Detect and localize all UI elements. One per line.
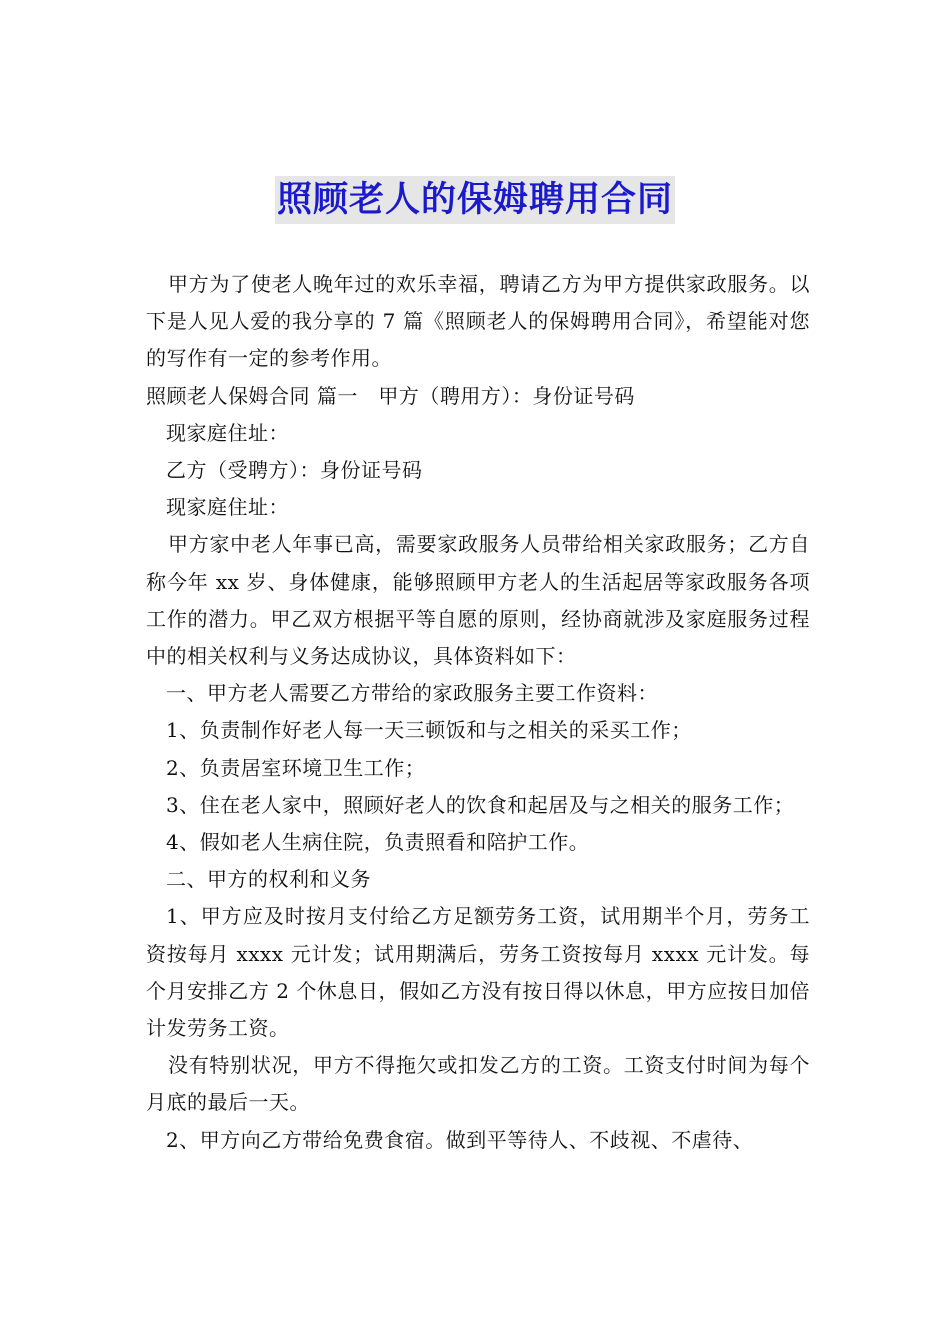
agreement-preamble: 甲方家中老人年事已高，需要家政服务人员带给相关家政服务；乙方自称今年 xx 岁、身体健康，能够照顾甲方老人的生活起居等家政服务各项工作的潜力。甲乙双方根据平等自愿的原则，经协商就涉及家庭服务过程中的相关权利与义务达成协议，具体资料如下：	[146, 532, 810, 669]
wage-payment-paragraph: 没有特别状况，甲方不得拖欠或扣发乙方的工资。工资支付时间为每个月底的最后一天。	[146, 1053, 810, 1115]
section-one-heading: 一、甲方老人需要乙方带给的家政服务主要工作资料：	[166, 681, 658, 706]
section-two-heading: 二、甲方的权利和义务	[166, 867, 371, 892]
document-title: 照顾老人的保姆聘用合同	[275, 176, 675, 224]
section-two-item-1: 1、甲方应及时按月支付给乙方足额劳务工资，试用期半个月，劳务工资按每月 xxxx 元计发；试用期满后，劳务工资按每月 xxxx 元计发。每个月安排乙方 2 个休息日，假如乙方没有按日得以休息，甲方应按日加倍计发劳务工资。	[146, 904, 810, 1041]
party-a-address: 现家庭住址：	[166, 420, 289, 445]
section-one-item-4: 4、假如老人生病住院，负责照看和陪护工作。	[166, 830, 590, 855]
party-b-address: 现家庭住址：	[166, 495, 289, 520]
section-two-item-2: 2、甲方向乙方带给免费食宿。做到平等待人、不歧视、不虐待、	[166, 1127, 754, 1152]
section-one-item-1: 1、负责制作好老人每一天三顿饭和与之相关的采买工作；	[166, 718, 692, 743]
party-b-line: 乙方（受聘方）：身份证号码	[166, 458, 423, 483]
intro-paragraph: 甲方为了使老人晚年过的欢乐幸福，聘请乙方为甲方提供家政服务。以下是人见人爱的我分享的 7 篇《照顾老人的保姆聘用合同》，希望能对您的写作有一定的参考作用。	[146, 272, 810, 371]
document-body	[146, 266, 810, 1159]
section-one-item-3: 3、住在老人家中，照顾好老人的饮食和起居及与之相关的服务工作；	[166, 792, 795, 817]
title-container	[0, 176, 950, 224]
contract-heading-party-a: 照顾老人保姆合同 篇一 甲方（聘用方）：身份证号码	[146, 383, 635, 408]
section-one-item-2: 2、负责居室环境卫生工作；	[166, 755, 426, 780]
